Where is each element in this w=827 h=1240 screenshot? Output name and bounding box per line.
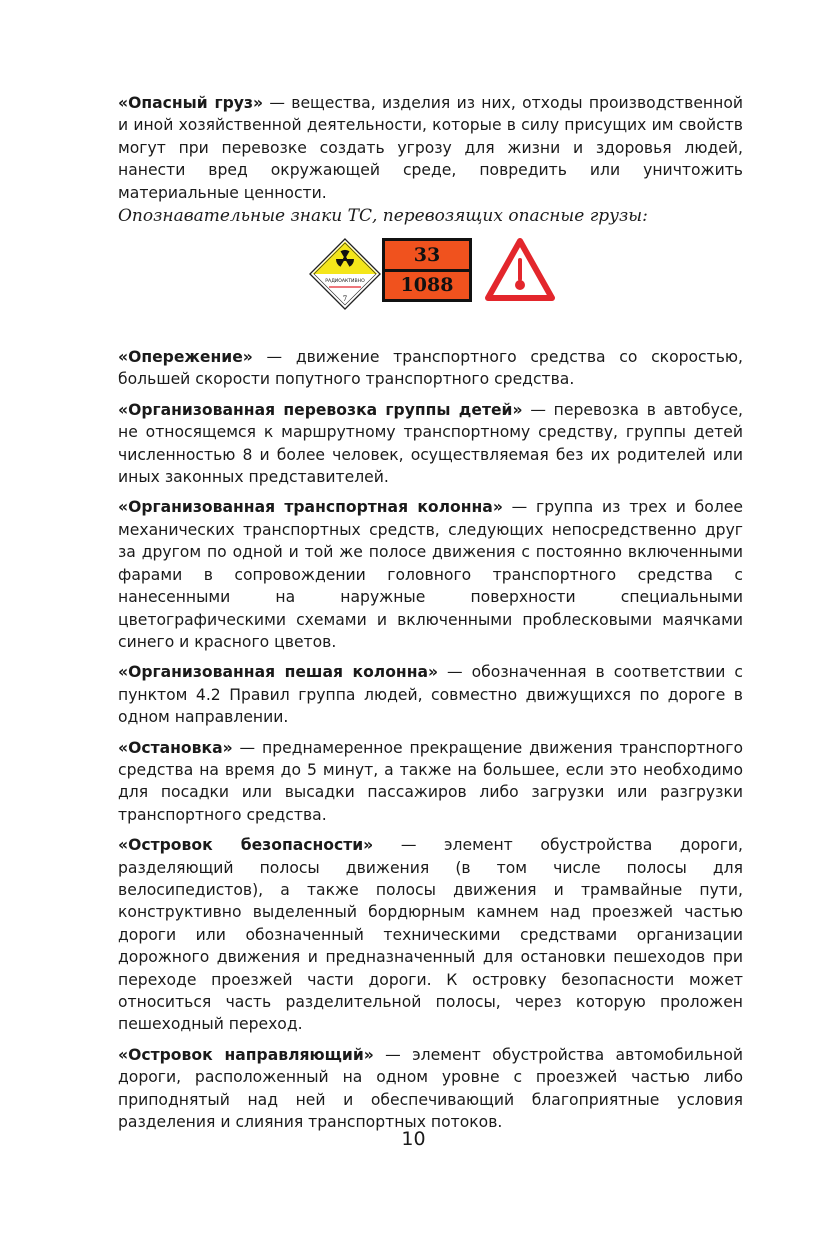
definition-dangerous-cargo xyxy=(118,92,743,204)
definition-term: «Опасный груз» xyxy=(118,94,264,112)
definition-text: — перевозка в автобусе, не относящемся к маршрутному транспортному средству, группы детей численностью 8 и более человек, осуществляемая без их родителей или иных законных представителей. xyxy=(118,400,744,487)
definition-term: «Организованная транспортная колонна» xyxy=(118,498,503,517)
definition-guide-island xyxy=(118,1044,743,1134)
definition-children-transport xyxy=(118,399,743,489)
definition-text: — движение транспортного средства со скоростью, большей скорости попутного транспортного средства. xyxy=(118,348,743,389)
radioactive-label: РАДИОАКТИВНО xyxy=(325,279,365,285)
definition-term: «Островок направляющий» xyxy=(118,1045,374,1064)
definition-text: — вещества, изделия из них, отходы производственной и иной хозяйственной деятельности, которые в силу присущих им свойств могут при перевозке создать угрозу для жизни и здоровья людей, нанести вред окружающей среде, повредить или уничтожить материальные ценности. xyxy=(118,94,743,202)
definition-text: — элемент обустройства автомобильной дороги, расположенный на одном уровне с проезжей частью либо приподнятый над ней и обеспечивающий благоприятные условия разделения и слияния транспортных потоков. xyxy=(118,1045,743,1132)
plate-hazard-code: 33 xyxy=(413,244,441,267)
radioactive-sign-icon xyxy=(309,238,381,310)
hazard-number-plate xyxy=(382,238,472,302)
definition-term: «Организованная перевозка группы детей» xyxy=(118,400,523,419)
definition-text: — обозначенная в соответствии с пунктом 4.2 Правил группа людей, совместно движущихся по дороге в одном направлении. xyxy=(118,663,743,727)
definition-stop xyxy=(118,737,743,827)
page-number: 10 xyxy=(401,1128,426,1150)
definition-pedestrian-column xyxy=(118,661,743,728)
temperature-warning-sign-icon xyxy=(485,238,555,302)
radioactive-class: 7 xyxy=(342,295,348,304)
definition-text: — группа из трех и более механических транспортных средств, следующих непосредственно друг за другом по одной и той же полосе движения с постоянно включенными фарами в сопровождении головного транспортного средства с нанесенными на наружные поверхности специальными цветографическими схемами и включенными проблесковыми маячками синего и красного цветов. xyxy=(118,498,743,651)
definition-term: «Организованная пешая колонна» xyxy=(118,663,439,682)
page-content xyxy=(118,92,743,1141)
definition-term: «Остановка» xyxy=(118,738,233,757)
definition-vehicle-column xyxy=(118,496,743,653)
definition-safety-island xyxy=(118,834,743,1036)
definition-term: «Опережение» xyxy=(118,348,253,367)
plate-un-number: 1088 xyxy=(400,274,454,297)
definition-overtaking-ahead xyxy=(118,346,743,391)
definition-term: «Островок безопасности» xyxy=(118,836,374,855)
hazard-signs xyxy=(118,228,743,346)
definition-text: — элемент обустройства дороги, разделяющий полосы движения (в том числе полосы для велосипедистов), а также полосы движения и трамвайные пути, конструктивно выделенный бордюрным камнем над проезжей частью дороги или обозначенный техническими средствами организации дорожного движения и предназначенный для остановки пешеходов при переходе проезжей части дороги. К островку безопасности может относиться часть разделительной полосы, через которую проложен пешеходный переход. xyxy=(118,836,743,1034)
signs-heading: Опознавательные знаки ТС, перевозящих опасные грузы: xyxy=(118,206,648,227)
definition-text: — преднамеренное прекращение движения транспортного средства на время до 5 минут, а также на большее, если это необходимо для посадки или высадки пассажиров либо загрузки или разгрузки транспортного средства. xyxy=(118,738,743,824)
